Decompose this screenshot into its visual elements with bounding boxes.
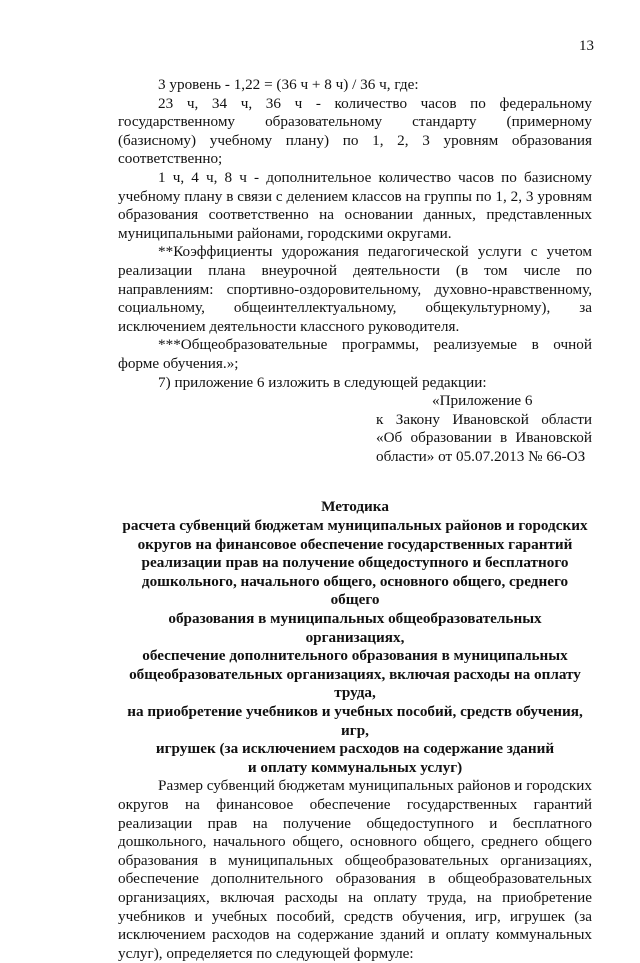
paragraph-hours-standard: 23 ч, 34 ч, 36 ч - количество часов по федеральному государственному образовательному стандарту (примерному (базисному) учебному плану) по 1, 2, 3 уровням образования соответственно; [118,94,592,168]
title-line: и оплату коммунальных услуг) [247,758,463,776]
appendix-reference [376,392,592,466]
title-line: расчета субвенций бюджетам муниципальных районов и городских [122,517,588,535]
footnote-coefficients: **Коэффициенты удорожания педагогической услуги с учетом реализации плана внеурочной деятельности (в том числе по направлениям: спортивно-оздоровительному, духовно-нравственному, социальному, общеинтеллектуальному, общекультурному), за исключением деятельности классного руководителя. [118,243,592,335]
title-line: реализации прав на получение общедоступного и бесплатного [141,554,569,572]
paragraph-formula-intro: Размер субвенций бюджетам муниципальных районов и городских округов на финансовое обеспечение государственных гарантий реализации прав на получение общедоступного и бесплатного дошкольного, начального общего, основного общего, среднего общего образования в муниципальных общеобразовательных организациях, обеспечение дополнительного образования в общеобразовательных организациях, включая расходы на оплату труда, на приобретение учебников и учебных пособий, средств обучения, игр, игрушек (за исключением расходов на содержание зданий и оплату коммунальных услуг), определяется по следующей формуле: [118,777,592,962]
methodology-heading: Методика [321,498,389,516]
methodology-title [118,498,592,777]
title-line: игрушек (за исключением расходов на содержание зданий [155,740,555,758]
title-line: обеспечение дополнительного образования в муниципальных [142,647,568,665]
title-line: на приобретение учебников и учебных пособий, средств обучения, игр, [127,703,583,739]
paragraph-level-3: 3 уровень - 1,22 = (36 ч + 8 ч) / 36 ч, где: [158,76,419,93]
appendix-reference-law: к Закону Ивановской области «Об образовании в Ивановской области» от 05.07.2013 № 66-ОЗ [376,410,592,465]
page-number: 13 [579,38,594,54]
document-body [118,76,592,963]
title-line: округов на финансовое обеспечение государственных гарантий [137,535,573,553]
title-line: образования в муниципальных общеобразовательных организациях, [168,610,542,646]
title-line: дошкольного, начального общего, основного общего, среднего общего [141,572,569,609]
paragraph-hours-additional: 1 ч, 4 ч, 8 ч - дополнительное количество часов по базисному учебному плану в связи с делением классов на группы по 1, 2, 3 уровням образования соответственно на основании данных, представленных муниципальными районами, городскими округами. [118,168,592,242]
appendix-reference-title: «Приложение 6 [432,392,533,410]
footnote-programs: ***Общеобразовательные программы, реализуемые в очной форме обучения.»; [118,336,592,372]
paragraph-appendix-instruction: 7) приложение 6 изложить в следующей редакции: [158,373,487,391]
title-line: общеобразовательных организациях, включая расходы на оплату труда, [129,665,581,702]
